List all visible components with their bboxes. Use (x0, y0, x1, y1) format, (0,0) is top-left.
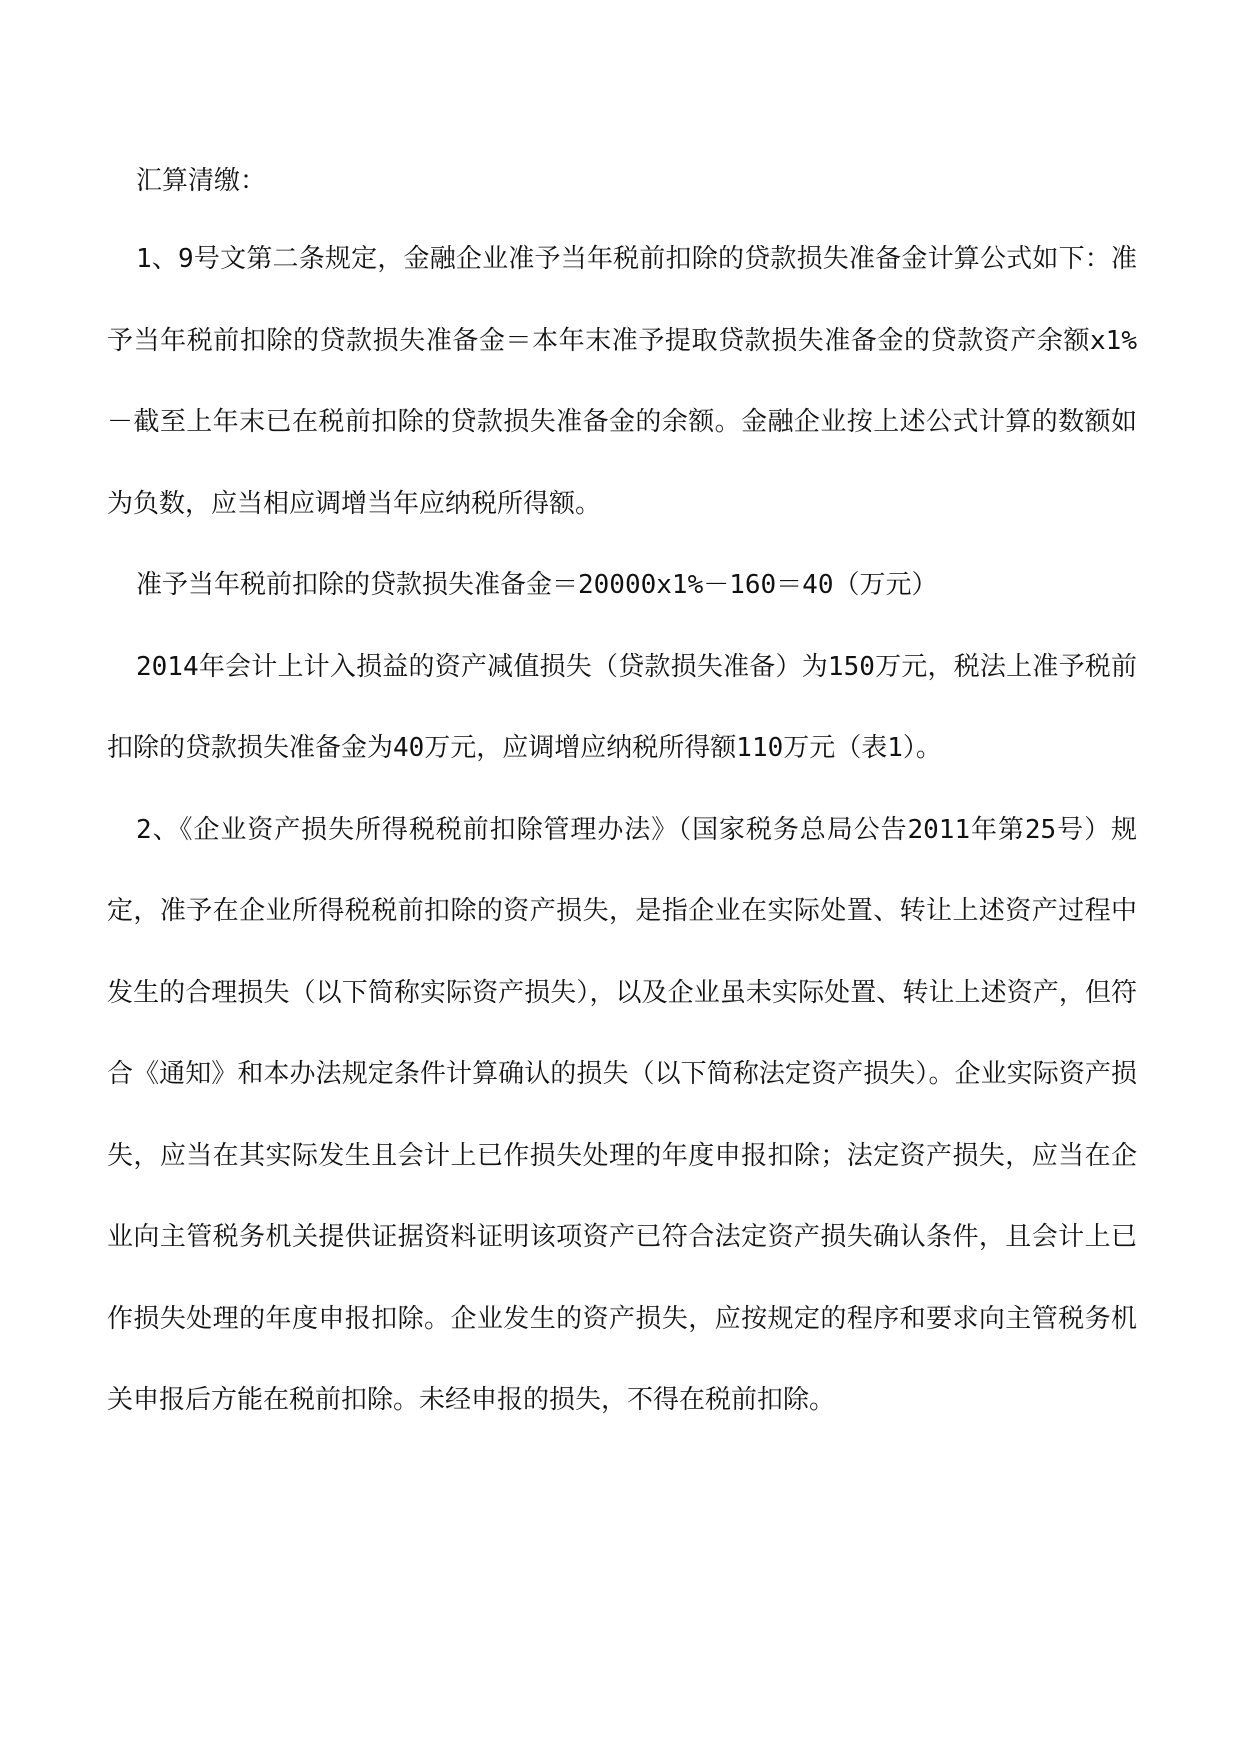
paragraph-asset-loss-rules: 2、《企业资产损失所得税税前扣除管理办法》（国家税务总局公告2011年第25号）规定，准予在企业所得税税前扣除的资产损失，是指企业在实际处置、转让上述资产过程中发生的合理损失（以下简称实际资产损失），以及企业虽未实际处置、转让上述资产，但符合《通知》和本办法规定条件计算确认的损失（以下简称法定资产损失）。企业实际资产损失，应当在其实际发生且会计上已作损失处理的年度申报扣除；法定资产损失，应当在企业向主管税务机关提供证据资料证明该项资产已符合法定资产损失确认条件，且会计上已作损失处理的年度申报扣除。企业发生的资产损失，应按规定的程序和要求向主管税务机关申报后方能在税前扣除。未经申报的损失，不得在税前扣除。 (107, 814, 1137, 1415)
paragraph-adjustment: 2014年会计上计入损益的资产减值损失（贷款损失准备）为150万元，税法上准予税前扣除的贷款损失准备金为40万元，应调增应纳税所得额110万元（表1）。 (107, 651, 1137, 763)
paragraph-loan-loss-formula: 1、9号文第二条规定，金融企业准予当年税前扣除的贷款损失准备金计算公式如下：准予当年税前扣除的贷款损失准备金＝本年末准予提取贷款损失准备金的贷款资产余额x1%－截至上年末已在税前扣除的贷款损失准备金的余额。金融企业按上述公式计算的数额如为负数，应当相应调增当年应纳税所得额。 (107, 244, 1137, 519)
section-heading: 汇算清缴： (136, 166, 267, 196)
paragraph-calculation: 准予当年税前扣除的贷款损失准备金＝20000x1%－160＝40（万元） (136, 570, 938, 600)
document-body (107, 168, 1137, 1442)
